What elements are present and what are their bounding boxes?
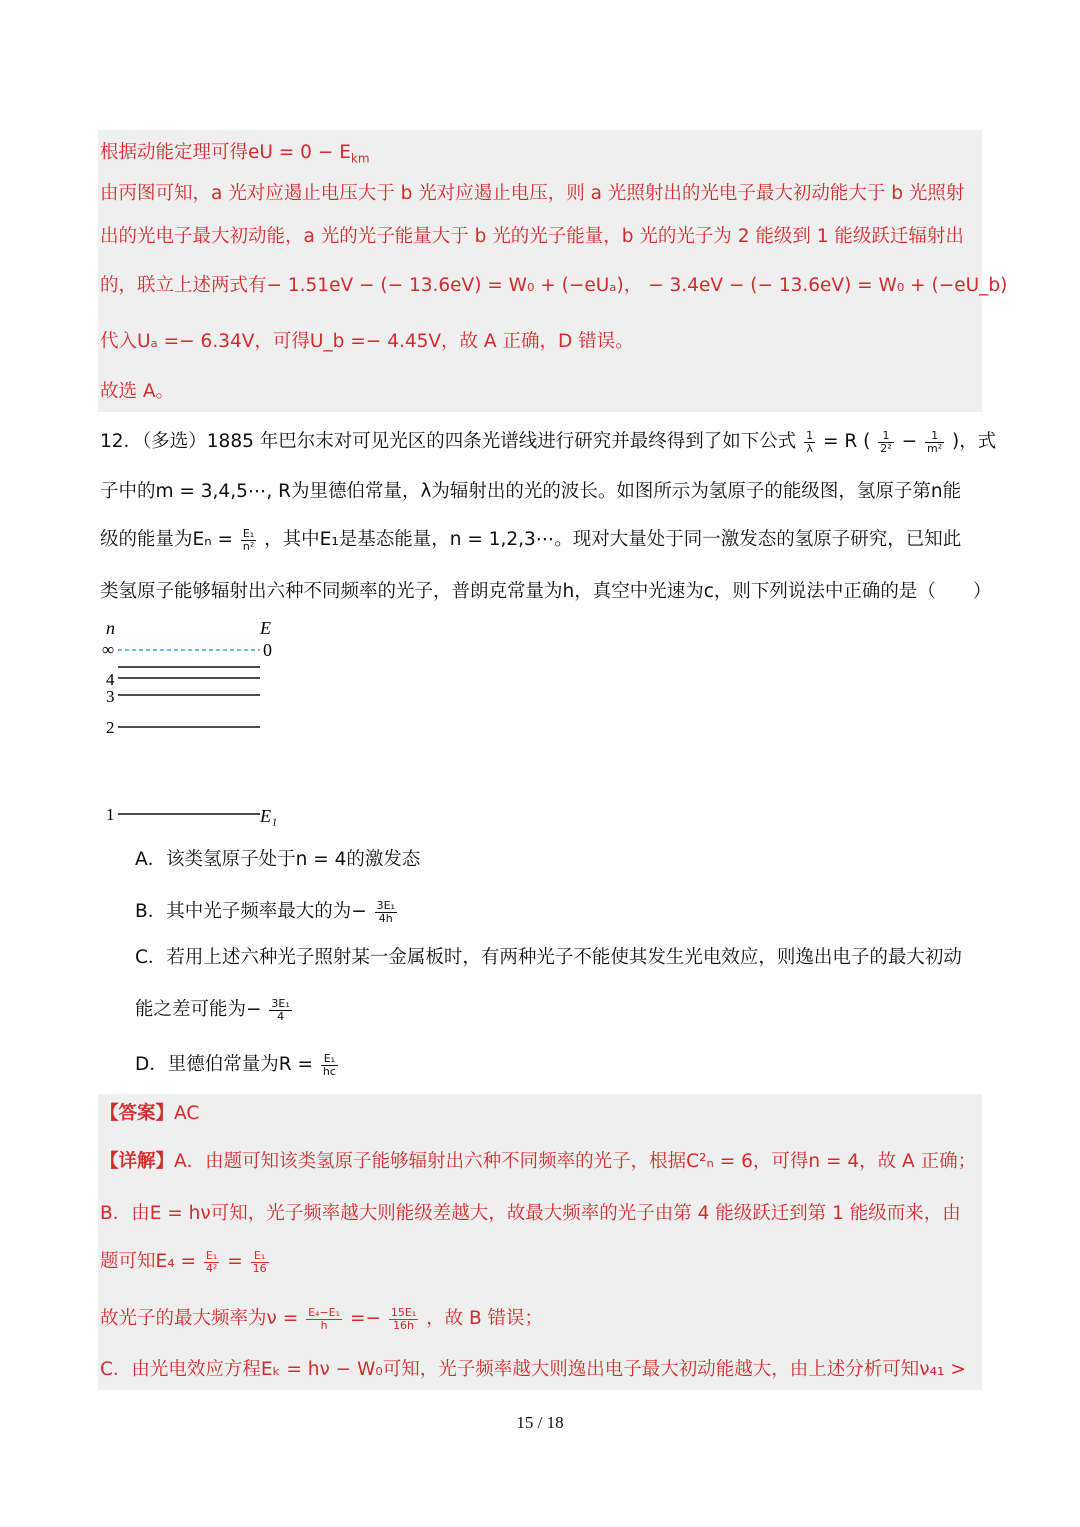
explain-line-6: 故选 A。: [100, 381, 175, 402]
fraction-15e1-over-16h: $\frac{\text{15E₁}}{16h}$: [390, 1306, 417, 1332]
level-label-4: 4: [106, 670, 115, 689]
answer-line: 【答案】AC: [100, 1103, 200, 1124]
fraction-e1-over-nsq: $\frac{\text{E₁}}{\text{n²}}$: [242, 527, 255, 553]
option-c-line-1: C．若用上述六种光子照射某一金属板时，有两种光子不能使其发生光电效应，则逸出电子的最大初动: [135, 947, 962, 968]
level-label-3: 3: [106, 687, 115, 706]
fraction-e1-over-4sq: $\frac{\text{E₁}}{\text{4²}}$: [205, 1249, 218, 1275]
explain-line-4: 的，联立上述两式有− 1.51eV − (− 13.6eV) = W₀ + (−eUₐ)， − 3.4eV − (− 13.6eV) = W₀ + (−eU_b): [100, 275, 1008, 296]
fraction-1-over-msq: $\frac{1}{\text{m²}}$: [927, 429, 943, 455]
explain-line-5: 代入Uₐ =− 6.34V，可得U_b =− 4.45V，故 A 正确，D 错误。: [100, 331, 634, 352]
detail-line-5: C．由光电效应方程Eₖ = hν − W₀可知，光子频率越大则逸出电子最大初动能越大，由上述分析可知ν₄₁ >: [100, 1359, 966, 1380]
detail-line-3: 题可知E₄ = $\frac{\text{E₁}}{\text{4²}}$ = $\frac{\text{E₁}}{16}$: [100, 1249, 267, 1275]
detail-line-4: 故光子的最大频率为ν = $\frac{\text{E₄−E₁}}{h}$ =− $\frac{\text{15E₁}}{16h}$ ，故 B 错误；: [100, 1306, 544, 1332]
energy-label-e1: E₁: [260, 806, 278, 826]
fraction-option-d: $\frac{\text{E₁}}{hc}$: [322, 1052, 336, 1078]
page-number: 15 / 18: [516, 1413, 564, 1432]
detail-line-2: B．由E = hν可知，光子频率越大则能级差越大，故最大频率的光子由第 4 能级跃迁到第 1 能级而来，由: [100, 1203, 961, 1224]
axis-label-e: E: [260, 618, 271, 638]
fraction-1-over-2sq: $\frac{1}{\text{2²}}$: [880, 429, 892, 455]
option-c-line-2: 能之差可能为− $\frac{\text{3E₁}}{4}$: [135, 997, 290, 1023]
explanation-block-top: [98, 130, 982, 412]
option-d: D．里德伯常量为R = $\frac{\text{E₁}}{hc}$: [135, 1052, 336, 1078]
fraction-delta-e-over-h: $\frac{\text{E₄−E₁}}{h}$: [308, 1306, 341, 1332]
energy-level-diagram: [100, 612, 300, 832]
fraction-e1-over-16: $\frac{\text{E₁}}{16}$: [252, 1249, 267, 1275]
question-line-4: 类氢原子能够辐射出六种不同频率的光子，普朗克常量为h，真空中光速为c，则下列说法中正确的是（ ）: [100, 581, 992, 602]
question-line-1: 12．（多选）1885 年巴尔末对可见光区的四条光谱线进行研究并最终得到了如下公式 $\frac{1}{\lambda}$ = R ( $\frac{1}{\text{2²}}$ − $\frac{1}{\text{m²}}$ )，式: [100, 429, 997, 455]
detail-line-1: 【详解】A．由题可知该类氢原子能够辐射出六种不同频率的光子，根据C²ₙ = 6，可得n = 4，故 A 正确；: [100, 1151, 977, 1172]
fraction-option-c: $\frac{\text{3E₁}}{4}$: [271, 997, 290, 1023]
option-a: A．该类氢原子处于n = 4的激发态: [135, 849, 421, 870]
fraction-option-b: $\frac{\text{3E₁}}{4h}$: [376, 899, 395, 925]
explain-line-1: 根据动能定理可得eU = $0 - E_{km}$: [100, 142, 370, 166]
option-b: B．其中光子频率最大的为− $\frac{\text{3E₁}}{4h}$: [135, 899, 395, 925]
question-line-3: 级的能量为Eₙ = $\frac{\text{E₁}}{\text{n²}}$ ，其中E₁是基态能量，n = 1,2,3⋯。现对大量处于同一激发态的氢原子研究，已知此: [100, 527, 962, 553]
level-label-2: 2: [106, 718, 115, 737]
axis-label-n: n: [106, 618, 115, 638]
explain-line-2: 由丙图可知，a 光对应遏止电压大于 b 光对应遏止电压，则 a 光照射出的光电子最大初动能大于 b 光照射: [100, 183, 965, 204]
level-label-1: 1: [106, 805, 115, 824]
fraction-1-over-lambda: $\frac{1}{\lambda}$: [806, 429, 814, 455]
answer-block: [98, 1094, 982, 1390]
level-label-infinity: ∞: [102, 640, 115, 659]
question-line-2: 子中的m = 3,4,5⋯, R为里德伯常量，λ为辐射出的光的波长。如图所示为氢原子的能级图，氢原子第n能: [100, 481, 962, 502]
energy-label-zero: 0: [263, 640, 272, 660]
explain-line-3: 出的光电子最大初动能，a 光的光子能量大于 b 光的光子能量，b 光的光子为 2 能级到 1 能级跃迁辐射出: [100, 226, 964, 247]
